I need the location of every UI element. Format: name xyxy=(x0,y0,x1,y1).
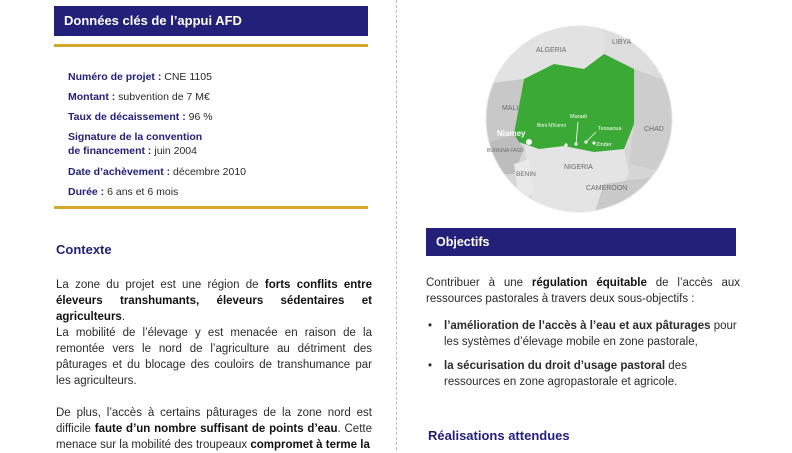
key-value: CNE 1105 xyxy=(161,71,212,83)
objectives-intro xyxy=(426,275,740,307)
bullet-icon: • xyxy=(428,360,433,372)
niger-map xyxy=(484,24,674,214)
key-row-project-number xyxy=(68,70,358,84)
label-niamey: Niamey xyxy=(497,129,526,138)
label-algeria: ALGERIA xyxy=(536,47,567,54)
text-run: La zone du projet est une région de xyxy=(56,279,265,291)
key-data-title: Données clés de l’appui AFD xyxy=(54,6,368,36)
label-tessaoua: Tessaoua xyxy=(598,126,622,132)
objective-item-2 xyxy=(426,358,740,390)
text-run-bold: faute d’un nombre suffisant de points d’eau xyxy=(94,423,338,435)
text-run: Contribuer à une xyxy=(426,277,532,289)
label-maradi: Maradi xyxy=(570,114,587,120)
key-label: Date d’achèvement : xyxy=(68,166,171,178)
label-cameroon: CAMEROON xyxy=(586,185,628,192)
text-run: pour les systèmes d’élevage mobile en zone pastorale, xyxy=(444,320,737,348)
label-zinder: Zinder xyxy=(596,142,612,148)
label-birni-nkonni: Birni N’Konni xyxy=(537,123,566,129)
context-title: Contexte xyxy=(56,242,112,257)
text-run: de l’accès aux ressources pastorales à travers deux sous-objectifs : xyxy=(426,277,740,305)
key-row-disbursement xyxy=(68,110,358,124)
text-run: De plus, l’accès à certains pâturages de la zone nord est difficile xyxy=(56,407,372,435)
key-row-duration xyxy=(68,185,358,199)
key-row-signature xyxy=(68,130,358,158)
context-paragraph-3 xyxy=(56,405,372,453)
key-data-box xyxy=(54,0,368,209)
objective-item-1 xyxy=(426,318,740,350)
key-row-completion xyxy=(68,165,358,179)
text-run: . xyxy=(121,311,126,323)
key-value: décembre 2010 xyxy=(170,166,247,178)
key-label: Taux de décaissement : xyxy=(68,111,186,123)
column-divider xyxy=(396,0,397,450)
key-label: Montant : xyxy=(68,91,116,103)
text-run-bold: régulation équitable xyxy=(531,277,647,289)
niamey-marker xyxy=(526,139,532,145)
text-run: des ressources en zone agropastorale et agricole. xyxy=(444,360,687,388)
label-libya: LIBYA xyxy=(612,39,632,46)
key-value: juin 2004 xyxy=(151,145,197,157)
key-label: Numéro de projet : xyxy=(68,71,162,83)
city-marker xyxy=(564,143,567,146)
text-run-bold: la sécurisation du droit d’usage pastoral xyxy=(444,360,666,372)
context-paragraph-2: La mobilité de l’élevage y est menacée en raison de la remontée vers le nord de l’agriculture au détriment des pâturages et du blocage des couloirs de transhumance par les agriculteurs. xyxy=(56,327,372,387)
key-label-line2: de financement : xyxy=(68,145,152,157)
bullet-icon: • xyxy=(428,320,433,332)
label-burkina: BURKINA FASO xyxy=(487,148,524,154)
label-chad: CHAD xyxy=(644,126,664,133)
key-label: Signature de la convention xyxy=(68,131,203,143)
key-value: subvention de 7 M€ xyxy=(115,91,210,103)
objectives-title: Objectifs xyxy=(426,228,736,256)
chad-shape xyxy=(629,69,674,174)
results-title: Réalisations attendues xyxy=(428,428,570,443)
context-paragraph-1 xyxy=(56,277,372,325)
label-nigeria: NIGERIA xyxy=(564,164,593,171)
key-row-amount xyxy=(68,90,358,104)
key-label: Durée : xyxy=(68,186,105,198)
label-mali: MALI xyxy=(502,105,519,112)
key-value: 6 ans et 6 mois xyxy=(104,186,179,198)
text-run-bold: compromet à terme la xyxy=(250,439,370,451)
text-run-bold: l’amélioration de l’accès à l’eau et aux pâturages xyxy=(444,320,711,332)
text-run-bold: forts conflits entre éleveurs transhumants, éleveurs sédentaires et agriculteurs xyxy=(56,279,372,323)
key-value: 96 % xyxy=(185,111,213,123)
label-benin: BENIN xyxy=(516,171,536,178)
text-run: . Cette menace sur la mobilité des troupeaux xyxy=(56,423,372,451)
